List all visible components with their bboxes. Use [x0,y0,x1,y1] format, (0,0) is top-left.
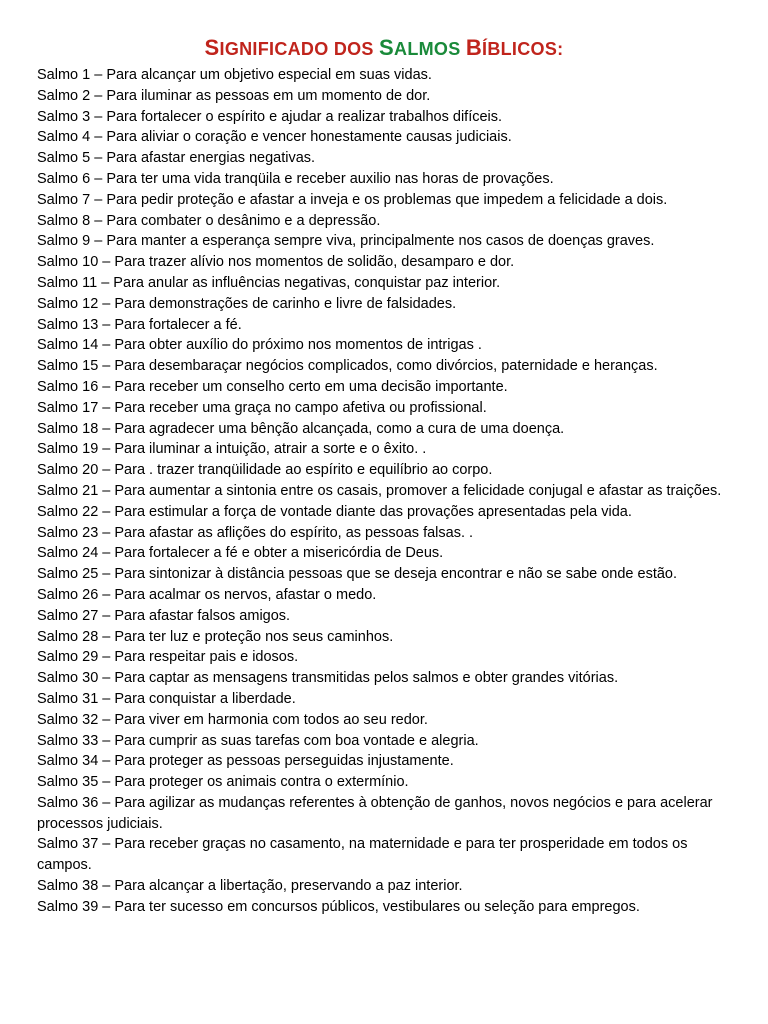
list-item: Salmo 19 – Para iluminar a intuição, atrair a sorte e o êxito. . [37,441,427,458]
list-item: Salmo 36 – Para agilizar as mudanças referentes à obtenção de ganhos, novos negócios e para acelerar processos judiciais. [37,794,713,832]
list-item: Salmo 2 – Para iluminar as pessoas em um momento de dor. [37,87,431,104]
list-item: Salmo 10 – Para trazer alívio nos momentos de solidão, desamparo e dor. [37,254,515,271]
list-item: Salmo 12 – Para demonstrações de carinho e livre de falsidades. [37,295,457,312]
title-part: S [379,35,395,60]
list-item: Salmo 15 – Para desembaraçar negócios complicados, como divórcios, paternidade e heranças. [37,358,658,375]
list-item: Salmo 5 – Para afastar energias negativas. [37,150,316,167]
list-item: Salmo 37 – Para receber graças no casamento, na maternidade e para ter prosperidade em todos os campos. [37,836,688,874]
list-item: Salmo 23 – Para afastar as aflições do espírito, as pessoas falsas. . [37,524,474,541]
list-item: Salmo 30 – Para captar as mensagens transmitidas pelos salmos e obter grandes vitórias. [37,670,619,687]
list-item: Salmo 39 – Para ter sucesso em concursos públicos, vestibulares ou seleção para empregos. [37,898,640,915]
list-item: Salmo 31 – Para conquistar a liberdade. [37,690,296,707]
list-item: Salmo 3 – Para fortalecer o espírito e ajudar a realizar trabalhos difíceis. [37,108,503,125]
list-item: Salmo 22 – Para estimular a força de vontade diante das provações apresentadas pela vida. [37,503,632,520]
list-item: Salmo 7 – Para pedir proteção e afastar a inveja e os problemas que impedem a felicidade a dois. [37,191,668,208]
list-item: Salmo 32 – Para viver em harmonia com todos ao seu redor. [37,711,428,728]
list-item: Salmo 29 – Para respeitar pais e idosos. [37,649,299,666]
list-item: Salmo 25 – Para sintonizar à distância pessoas que se deseja encontrar e não se sabe onde estão. [37,566,678,583]
list-item: Salmo 4 – Para aliviar o coração e vencer honestamente causas judiciais. [37,129,512,146]
list-item: Salmo 18 – Para agradecer uma bênção alcançada, como a cura de uma doença. [37,420,565,437]
list-item: Salmo 9 – Para manter a esperança sempre viva, principalmente nos casos de doenças graves. [37,233,655,250]
list-item: Salmo 6 – Para ter uma vida tranqüila e receber auxilio nas horas de provações. [37,170,554,187]
list-item: Salmo 26 – Para acalmar os nervos, afastar o medo. [37,586,377,603]
list-item: Salmo 8 – Para combater o desânimo e a depressão. [37,212,381,229]
list-item: Salmo 17 – Para receber uma graça no campo afetiva ou profissional. [37,399,487,416]
title-part: B [465,35,483,60]
list-item: Salmo 16 – Para receber um conselho certo em uma decisão importante. [37,378,508,395]
list-item: Salmo 27 – Para afastar falsos amigos. [37,607,291,624]
list-item: Salmo 33 – Para cumprir as suas tarefas com boa vontade e alegria. [37,732,479,749]
list-item: Salmo 24 – Para fortalecer a fé e obter a misericórdia de Deus. [37,545,444,562]
psalm-list [37,65,737,918]
title-part: S [204,35,220,60]
title-part: IGNIFICADO DOS [219,39,380,59]
list-item: Salmo 20 – Para . trazer tranqüilidade ao espírito e equilíbrio ao corpo. [37,462,493,479]
list-item: Salmo 1 – Para alcançar um objetivo especial em suas vidas. [37,67,432,83]
list-item: Salmo 21 – Para aumentar a sintonia entre os casais, promover a felicidade conjugal e afastar as traições. [37,482,722,499]
list-item: Salmo 34 – Para proteger as pessoas perseguidas injustamente. [37,753,454,770]
list-item: Salmo 13 – Para fortalecer a fé. [37,316,242,333]
title-part: ALMOS [394,39,466,59]
page-title [0,36,768,61]
list-item: Salmo 38 – Para alcançar a libertação, preservando a paz interior. [37,878,463,895]
list-item: Salmo 11 – Para anular as influências negativas, conquistar paz interior. [37,274,501,291]
title-part: ÍBLICOS: [482,39,564,59]
list-item: Salmo 14 – Para obter auxílio do próximo nos momentos de intrigas . [37,337,482,354]
list-item: Salmo 35 – Para proteger os animais contra o extermínio. [37,774,409,791]
list-item: Salmo 28 – Para ter luz e proteção nos seus caminhos. [37,628,394,645]
